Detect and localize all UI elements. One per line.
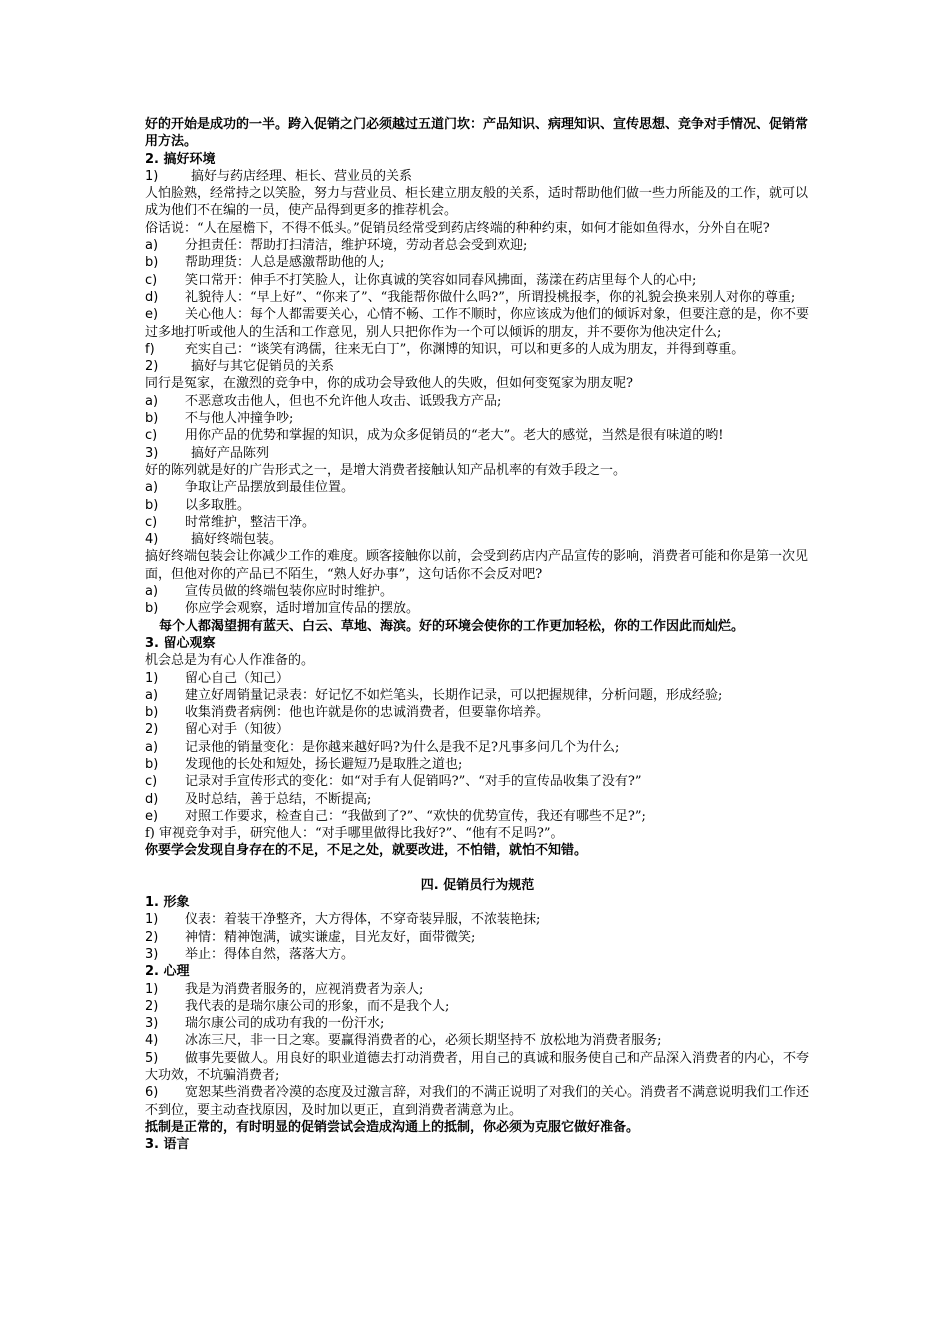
list-item [145, 739, 810, 756]
list-item-marker: c) [145, 428, 158, 444]
document-page [145, 116, 810, 1154]
list-item-text: 对照工作要求，检查自己：“我做到了?”、“欢快的优势宣传，我还有哪些不足?”; [185, 808, 646, 824]
section-heading-language: 3. 语言 [145, 1137, 190, 1153]
list-item-text: 瑞尔康公司的成功有我的一份汗水; [185, 1016, 385, 1032]
list-item-marker: 5) [145, 1050, 159, 1066]
list-item-marker: 2) [145, 929, 159, 945]
list-item-text: 及时总结，善于总结，不断提高; [185, 791, 372, 807]
list-item [145, 998, 810, 1015]
list-item-marker: a) [145, 739, 159, 755]
list-item-marker: f) [145, 341, 155, 357]
list-item [145, 1084, 810, 1119]
list-item [145, 1015, 810, 1032]
section-summary: 抵制是正常的，有时明显的促销尝试会造成沟通上的抵制，你必须为克服它做好准备。 [145, 1119, 640, 1135]
list-item-text: 建立好周销量记录表：好记忆不如烂笔头，长期作记录，可以把握规律，分析问题，形成经验; [185, 687, 723, 703]
list [145, 583, 810, 618]
list-item [145, 272, 810, 289]
list-item-marker: d) [145, 791, 159, 807]
section-heading-observation: 3. 留心观察 [145, 635, 216, 651]
list-item [145, 1050, 810, 1085]
list-item-marker: e) [145, 808, 159, 824]
list-item-text: 帮助理货：人总是感激帮助他的人; [185, 255, 385, 271]
list [145, 911, 810, 963]
list [145, 739, 810, 825]
list-item-text: 不与他人冲撞争吵; [185, 411, 294, 427]
list-item-marker: c) [145, 514, 158, 530]
list-item-text: 我代表的是瑞尔康公司的形象，而不是我个人; [185, 998, 450, 1014]
subheading-terminal-packaging: 4) 搞好终端包装。 [145, 532, 283, 548]
list-item-text: 关心他人：每个人都需要关心，心情不畅、工作不顺时，你应该成为他们的倾诉对象，但要注意的是，你不要过多地打听或他人的生活和工作意见，别人只把你作为一个可以倾诉的朋友，并不要你为他决定什么; [145, 307, 810, 340]
list-item [145, 583, 810, 600]
section-summary: 每个人都渴望拥有蓝天、白云、草地、海滨。好的环境会使你的工作更加轻松，你的工作因此而灿烂。 [159, 618, 745, 634]
list-item-marker: b) [145, 705, 159, 721]
list-item [145, 514, 810, 531]
list-item-marker: 1) [145, 912, 159, 928]
list-item-marker: a) [145, 480, 159, 496]
list-item-text: 神情：精神饱满，诚实谦虚，目光友好，面带微笑; [185, 929, 476, 945]
list-item [145, 687, 810, 704]
list-item-text: 你应学会观察，适时增加宣传品的摆放。 [185, 601, 420, 617]
list-item [145, 341, 810, 358]
list-item-marker: c) [145, 272, 158, 288]
subheading-peer-relations: 2) 搞好与其它促销员的关系 [145, 359, 335, 375]
list-item-marker: d) [145, 289, 159, 305]
section-summary: 你要学会发现自身存在的不足，不足之处，就要改进，不怕错，就怕不知错。 [145, 843, 588, 859]
list-item [145, 981, 810, 998]
list-item-text: 礼貌待人：“早上好”、“你来了”、“我能帮你做什么吗?”，所谓投桃报李，你的礼貌会换来别人对你的尊重; [185, 289, 796, 305]
list-item [145, 1032, 810, 1049]
section-heading-image: 1. 形象 [145, 895, 190, 911]
list-item-marker: a) [145, 238, 159, 254]
list-item [145, 306, 810, 341]
paragraph: 俗话说：“人在屋檐下，不得不低头。”促销员经常受到药店终端的种种约束，如何才能如鱼得水，分外自在呢? [145, 220, 770, 236]
list-item [145, 237, 810, 254]
list-item-text: 仪表：着装干净整齐，大方得体，不穿奇装异服，不浓装艳抹; [185, 912, 541, 928]
chapter-title: 四. 促销员行为规范 [420, 877, 535, 893]
list-item-text: 争取让产品摆放到最佳位置。 [185, 480, 355, 496]
list-item-text: 笑口常开：伸手不打笑脸人，让你真诚的笑容如同春风拂面，荡漾在药店里每个人的心中; [185, 272, 697, 288]
list-item-marker: 3) [145, 946, 159, 962]
subheading-store-relations: 1) 搞好与药店经理、柜长、营业员的关系 [145, 168, 413, 184]
list-item-marker: 1) [145, 981, 159, 997]
list-item-marker: 4) [145, 1033, 159, 1049]
subheading-product-display: 3) 搞好产品陈列 [145, 445, 270, 461]
list-item-text: 发现他的长处和短处，扬长避短乃是取胜之道也; [185, 756, 463, 772]
list-item-marker: 3) [145, 1016, 159, 1032]
list-item-text: 用你产品的优势和掌握的知识，成为众多促销员的“老大”。老大的感觉，当然是很有味道的哟! [185, 428, 724, 444]
list-item-marker: b) [145, 255, 159, 271]
list-item [145, 791, 810, 808]
list [145, 479, 810, 531]
list-item-text: 时常维护，整洁干净。 [185, 514, 316, 530]
list-item [145, 756, 810, 773]
paragraph: 机会总是为有心人作准备的。 [145, 653, 315, 669]
list-item-marker: b) [145, 497, 159, 513]
list-item [145, 427, 810, 444]
list-item-marker: a) [145, 393, 159, 409]
list-item [145, 497, 810, 514]
list-item-marker: b) [145, 756, 159, 772]
list-item-text: 我是为消费者服务的，应视消费者为亲人; [185, 981, 424, 997]
list-item [145, 254, 810, 271]
list-item-marker: b) [145, 411, 159, 427]
list-item [145, 393, 810, 410]
list-item [145, 773, 810, 790]
list [145, 687, 810, 722]
list-item-text: 不恶意攻击他人，但也不允许他人攻击、诋毁我方产品; [185, 393, 502, 409]
list-item [145, 289, 810, 306]
intro-paragraph: 好的开始是成功的一半。跨入促销之门必须越过五道门坎：产品知识、病理知识、宣传思想、竞争对手情况、促销常用方法。 [145, 117, 809, 150]
list-item-text: 充实自己：“谈笑有鸿儒，往来无白丁”，你渊博的知识，可以和更多的人成为朋友，并得到尊重。 [185, 341, 745, 357]
list [145, 393, 810, 445]
list-item [145, 479, 810, 496]
list-item-marker: 2) [145, 998, 159, 1014]
list-item-text: 收集消费者病例：他也许就是你的忠诚消费者，但要靠你培养。 [185, 705, 550, 721]
subheading-know-self: 1) 留心自己（知己） [145, 670, 290, 686]
list-item-marker: c) [145, 774, 158, 790]
paragraph: 搞好终端包装会让你减少工作的难度。顾客接触你以前，会受到药店内产品宣传的影响，消费者可能和你是第一次见面，但他对你的产品已不陌生，“熟人好办事”，这句话你不会反对吧? [145, 549, 809, 582]
list-item-text: 以多取胜。 [185, 497, 251, 513]
list-item [145, 704, 810, 721]
list-item-marker: b) [145, 601, 159, 617]
list-item-text: 宣传员做的终端包装你应时时维护。 [185, 584, 394, 600]
paragraph: 好的陈列就是好的广告形式之一，是增大消费者接触认知产品机率的有效手段之一。 [145, 462, 627, 478]
list-item [145, 808, 810, 825]
list-item-marker: a) [145, 584, 159, 600]
list-item-text: 分担责任：帮助打扫清洁，维护环境，劳动者总会受到欢迎; [185, 238, 528, 254]
list-item-text: 冰冻三尺，非一日之寒。要赢得消费者的心，必须长期坚持不 放松地为消费者服务; [185, 1033, 662, 1049]
list [145, 237, 810, 358]
list-item-marker: a) [145, 687, 159, 703]
list-item: f) 审视竞争对手，研究他人：“对手哪里做得比我好?”、“他有不足吗?”。 [145, 826, 564, 842]
list-item-marker: 6) [145, 1085, 159, 1101]
list-item-text: 宽恕某些消费者冷漠的态度及过激言辞，对我们的不满正说明了对我们的关心。消费者不满意说明我们工作还不到位，要主动查找原因，及时加以更正，直到消费者满意为止。 [145, 1085, 810, 1118]
list-item [145, 911, 810, 928]
list-item-text: 做事先要做人。用良好的职业道德去打动消费者，用自己的真诚和服务使自己和产品深入消费者的内心，不夸大功效，不坑骗消费者; [145, 1050, 810, 1084]
section-heading-environment: 2. 搞好环境 [145, 151, 216, 167]
list-item [145, 410, 810, 427]
list-item-text: 记录对手宣传形式的变化：如“对手有人促销吗?”、“对手的宣传品收集了没有?” [185, 774, 642, 790]
subheading-know-rival: 2) 留心对手（知彼） [145, 722, 290, 738]
list-item [145, 929, 810, 946]
paragraph: 同行是冤家，在激烈的竞争中，你的成功会导致他人的失败，但如何变冤家为朋友呢? [145, 376, 633, 392]
list-item-text: 举止：得体自然，落落大方。 [185, 946, 355, 962]
list [145, 981, 810, 1119]
paragraph: 人怕脸熟，经常持之以笑脸，努力与营业员、柜长建立朋友般的关系，适时帮助他们做一些力所能及的工作，就可以成为他们不在编的一员，使产品得到更多的推荐机会。 [145, 186, 809, 219]
list-item-marker: e) [145, 307, 159, 323]
list-item-text: 记录他的销量变化：是你越来越好吗?为什么是我不足?凡事多问几个为什么; [185, 739, 620, 755]
list-item [145, 600, 810, 617]
section-heading-mindset: 2. 心理 [145, 964, 190, 980]
list-item [145, 946, 810, 963]
